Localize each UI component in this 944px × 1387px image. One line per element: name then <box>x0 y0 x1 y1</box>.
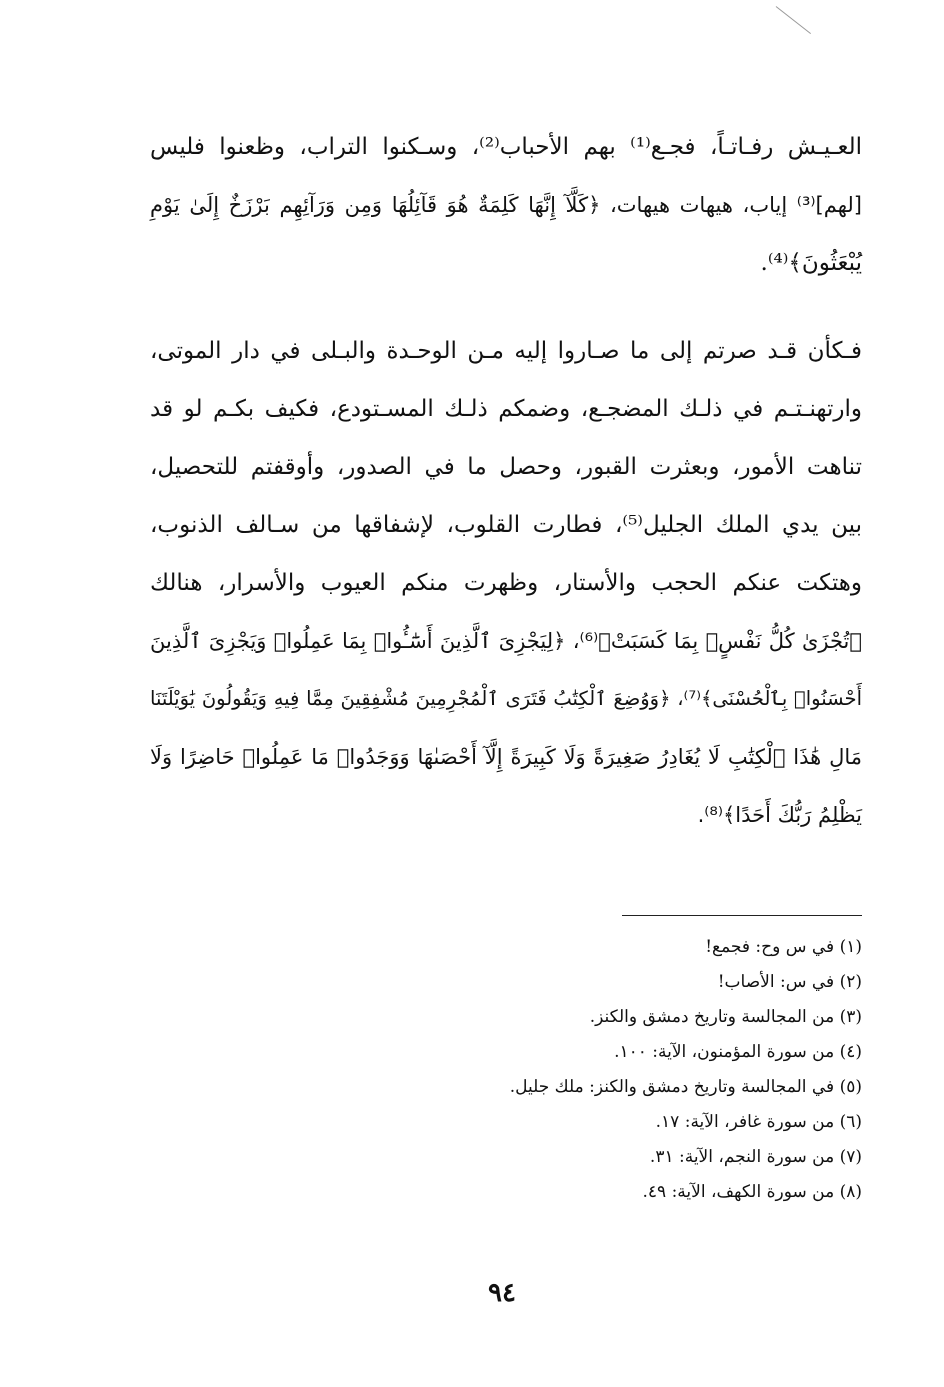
paragraph-2-line-8: مَالِ هَٰذَا ٱلْكِتَٰبِ لَا يُغَادِرُ صَغِيرَةً وَلَا كَبِيرَةً إِلَّآ أَحْصَىٰهَا وَوَجَدُوا۟ مَا عَمِلُوا۟ حَاضِرًا وَلَا <box>150 745 862 769</box>
footnote-8: (٨) من سورة الكهف، الآية: ٤٩. <box>642 1182 862 1202</box>
footnote-separator <box>622 915 862 916</box>
scan-corner-mark <box>776 6 811 34</box>
paragraph-2-line-7: أَحْسَنُوا۟ بِٱلْحُسْنَى﴾⁽⁷⁾، ﴿وَوُضِعَ ٱلْكِتَٰبُ فَتَرَى ٱلْمُجْرِمِينَ مُشْفِقِينَ مِمَّا فِيهِ وَيَقُولُونَ يَٰوَيْلَتَنَا <box>150 687 863 710</box>
page-body <box>150 118 862 844</box>
paragraph-1-line-2: [لهم]⁽³⁾ إياب، هيهات هيهات، ﴿كَلَّآ إِنَّهَا كَلِمَةٌ هُوَ قَآئِلُهَا وَمِن وَرَآئِهِم بَرْزَخٌ إِلَىٰ يَوْمِ <box>150 193 862 217</box>
paragraph-2-line-9: يَظْلِمُ رَبُّكَ أَحَدًا﴾⁽⁸⁾. <box>697 803 862 827</box>
paragraph-2 <box>150 322 862 844</box>
footnote-3: (٣) من المجالسة وتاريخ دمشق والكنز. <box>589 1007 862 1027</box>
footnotes-list <box>300 930 862 1210</box>
paragraph-2-line-4: بين يدي الملك الجليل⁽⁵⁾، فطارت القلوب، لإشفاقها من سـالف الذنوب، <box>150 512 862 538</box>
paragraph-1 <box>150 118 862 292</box>
paragraph-1-line-1: العـيـش رفـاتـاً، فجـع⁽¹⁾ بهم الأحباب⁽²⁾، وسـكنوا التراب، وظعنوا فليس <box>150 134 863 160</box>
footnote-2: (٢) في س: الأصاب! <box>717 972 862 992</box>
paragraph-2-line-5: وهتكت عنكم الحجب والأستار، وظهرت منكم العيوب والأسرار، هنالك <box>150 570 862 596</box>
paragraph-2-line-6: ﴿تُجْزَىٰ كُلُّ نَفْسٍۭ بِمَا كَسَبَتْ﴾⁽⁶⁾، ﴿لِيَجْزِىَ ٱلَّذِينَ أَسَٰٓـُٔوا۟ بِمَا عَمِلُوا۟ وَيَجْزِىَ ٱلَّذِينَ <box>150 629 862 653</box>
footnote-4: (٤) من سورة المؤمنون، الآية: ١٠٠. <box>614 1042 862 1062</box>
paragraph-2-line-2: وارتهنـتـم في ذلـك المضجـع، وضمكم ذلـك المسـتودع، فكيف بكـم لو قد <box>150 396 862 422</box>
footnote-1: (١) في س وح: فجمع! <box>705 937 862 957</box>
paragraph-2-line-3: تناهت الأمور، وبعثرت القبور، وحصل ما في الصدور، وأوقفتم للتحصيل، <box>150 454 862 480</box>
footnote-6: (٦) من سورة غافر، الآية: ١٧. <box>655 1112 862 1132</box>
paragraph-1-line-3: يُبْعَثُونَ﴾⁽⁴⁾. <box>760 250 862 276</box>
paragraph-2-line-1: فـكأن قـد صرتم إلى ما صـاروا إليه مـن الوحـدة والبـلى في دار الموتى، <box>150 338 862 364</box>
footnote-7: (٧) من سورة النجم، الآية: ٣١. <box>649 1147 862 1167</box>
page-number: ٩٤ <box>488 1278 516 1308</box>
footnote-5: (٥) في المجالسة وتاريخ دمشق والكنز: ملك جليل. <box>509 1077 862 1097</box>
